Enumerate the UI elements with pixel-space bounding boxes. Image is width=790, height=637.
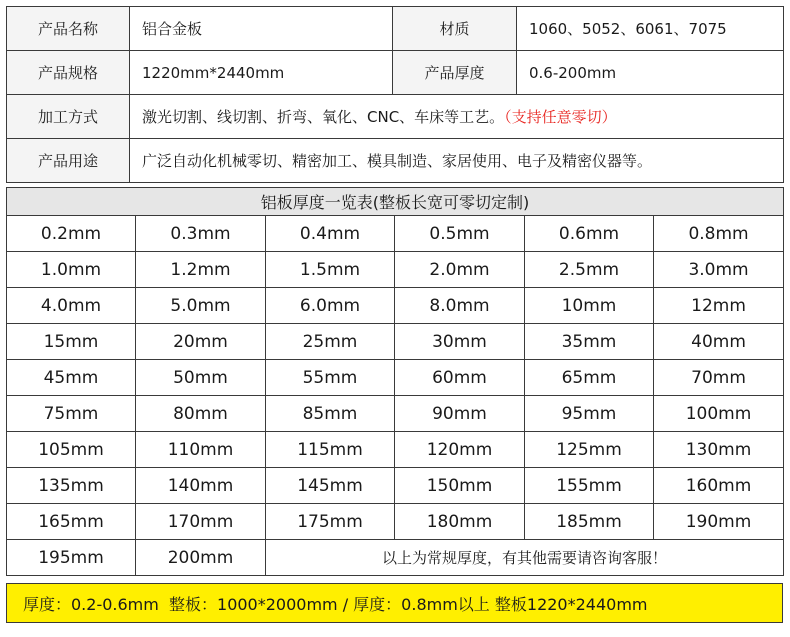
spec-value: 1220mm*2440mm: [130, 51, 393, 95]
thickness-cell: 35mm: [525, 324, 654, 360]
thickness-cell: 10mm: [525, 288, 654, 324]
thickness-cell: 5.0mm: [136, 288, 266, 324]
thickness-cell: 15mm: [7, 324, 136, 360]
thickness-cell: 30mm: [395, 324, 525, 360]
thickness-cell: 20mm: [136, 324, 266, 360]
thickness-cell: 130mm: [654, 432, 784, 468]
thickness-cell: 1.2mm: [136, 252, 266, 288]
size-banner: [6, 583, 783, 623]
thickness-cell: 8.0mm: [395, 288, 525, 324]
thickness-cell: 150mm: [395, 468, 525, 504]
spec-row-size-thickness: [7, 51, 784, 95]
thickness-cell: 1.5mm: [266, 252, 395, 288]
thickness-cell: 180mm: [395, 504, 525, 540]
thickness-cell: 70mm: [654, 360, 784, 396]
thickness-cell: 0.2mm: [7, 216, 136, 252]
product-name-label: 产品名称: [7, 7, 130, 51]
thickness-cell: 90mm: [395, 396, 525, 432]
thickness-cell: 100mm: [654, 396, 784, 432]
thickness-row: [7, 504, 784, 540]
thickness-table-body: [7, 216, 784, 540]
thickness-cell: 120mm: [395, 432, 525, 468]
thickness-cell: 75mm: [7, 396, 136, 432]
thickness-cell: 80mm: [136, 396, 266, 432]
thickness-cell: 145mm: [266, 468, 395, 504]
thickness-cell: 155mm: [525, 468, 654, 504]
thickness-row: [7, 252, 784, 288]
size-banner-text: 厚度：0.2-0.6mm 整板：1000*2000mm / 厚度：0.8mm以上 整板1220*2440mm: [23, 594, 648, 614]
product-spec-table: [6, 6, 784, 183]
spec-row-process: [7, 95, 784, 139]
process-value: 激光切割、线切割、折弯、氧化、CNC、车床等工艺。: [142, 108, 505, 126]
spec-row-usage: [7, 139, 784, 183]
thickness-cell: 95mm: [525, 396, 654, 432]
thickness-table: [6, 187, 784, 576]
thickness-cell: 200mm: [136, 540, 266, 576]
thickness-row: [7, 288, 784, 324]
thickness-cell: 50mm: [136, 360, 266, 396]
thickness-cell: 12mm: [654, 288, 784, 324]
thickness-cell: 125mm: [525, 432, 654, 468]
thickness-row: [7, 216, 784, 252]
spec-row-name-material: [7, 7, 784, 51]
thickness-cell: 185mm: [525, 504, 654, 540]
thickness-cell: 160mm: [654, 468, 784, 504]
thickness-cell: 60mm: [395, 360, 525, 396]
thickness-cell: 110mm: [136, 432, 266, 468]
thickness-cell: 0.4mm: [266, 216, 395, 252]
thickness-cell: 55mm: [266, 360, 395, 396]
thickness-cell: 0.3mm: [136, 216, 266, 252]
process-label: 加工方式: [7, 95, 130, 139]
thickness-row: [7, 360, 784, 396]
thickness-cell: 105mm: [7, 432, 136, 468]
thickness-row: [7, 324, 784, 360]
thickness-note: 以上为常规厚度，有其他需要请咨询客服！: [266, 540, 784, 576]
thickness-cell: 0.6mm: [525, 216, 654, 252]
thickness-cell: 165mm: [7, 504, 136, 540]
thickness-row: [7, 468, 784, 504]
spec-label: 产品规格: [7, 51, 130, 95]
thickness-cell: 40mm: [654, 324, 784, 360]
thickness-cell: 140mm: [136, 468, 266, 504]
thickness-cell: 0.5mm: [395, 216, 525, 252]
product-name-value: 铝合金板: [130, 7, 393, 51]
thickness-cell: 2.0mm: [395, 252, 525, 288]
thickness-value: 0.6-200mm: [517, 51, 784, 95]
thickness-row: [7, 396, 784, 432]
thickness-cell: 170mm: [136, 504, 266, 540]
process-cell: [130, 95, 784, 139]
thickness-cell: 2.5mm: [525, 252, 654, 288]
thickness-cell: 175mm: [266, 504, 395, 540]
thickness-table-title: 铝板厚度一览表(整板长宽可零切定制): [7, 188, 784, 216]
usage-value: 广泛自动化机械零切、精密加工、模具制造、家居使用、电子及精密仪器等。: [130, 139, 784, 183]
thickness-cell: 115mm: [266, 432, 395, 468]
thickness-cell: 65mm: [525, 360, 654, 396]
thickness-cell: 4.0mm: [7, 288, 136, 324]
material-label: 材质: [393, 7, 517, 51]
thickness-cell: 25mm: [266, 324, 395, 360]
thickness-cell: 190mm: [654, 504, 784, 540]
thickness-cell: 1.0mm: [7, 252, 136, 288]
thickness-cell: 135mm: [7, 468, 136, 504]
process-highlight: （支持任意零切）: [504, 108, 617, 126]
thickness-cell: 3.0mm: [654, 252, 784, 288]
thickness-cell: 85mm: [266, 396, 395, 432]
thickness-cell: 0.8mm: [654, 216, 784, 252]
thickness-title-row: [7, 188, 784, 216]
thickness-cell: 195mm: [7, 540, 136, 576]
thickness-cell: 6.0mm: [266, 288, 395, 324]
thickness-label: 产品厚度: [393, 51, 517, 95]
material-value: 1060、5052、6061、7075: [517, 7, 784, 51]
thickness-row: [7, 432, 784, 468]
thickness-last-row: [7, 540, 784, 576]
usage-label: 产品用途: [7, 139, 130, 183]
thickness-cell: 45mm: [7, 360, 136, 396]
